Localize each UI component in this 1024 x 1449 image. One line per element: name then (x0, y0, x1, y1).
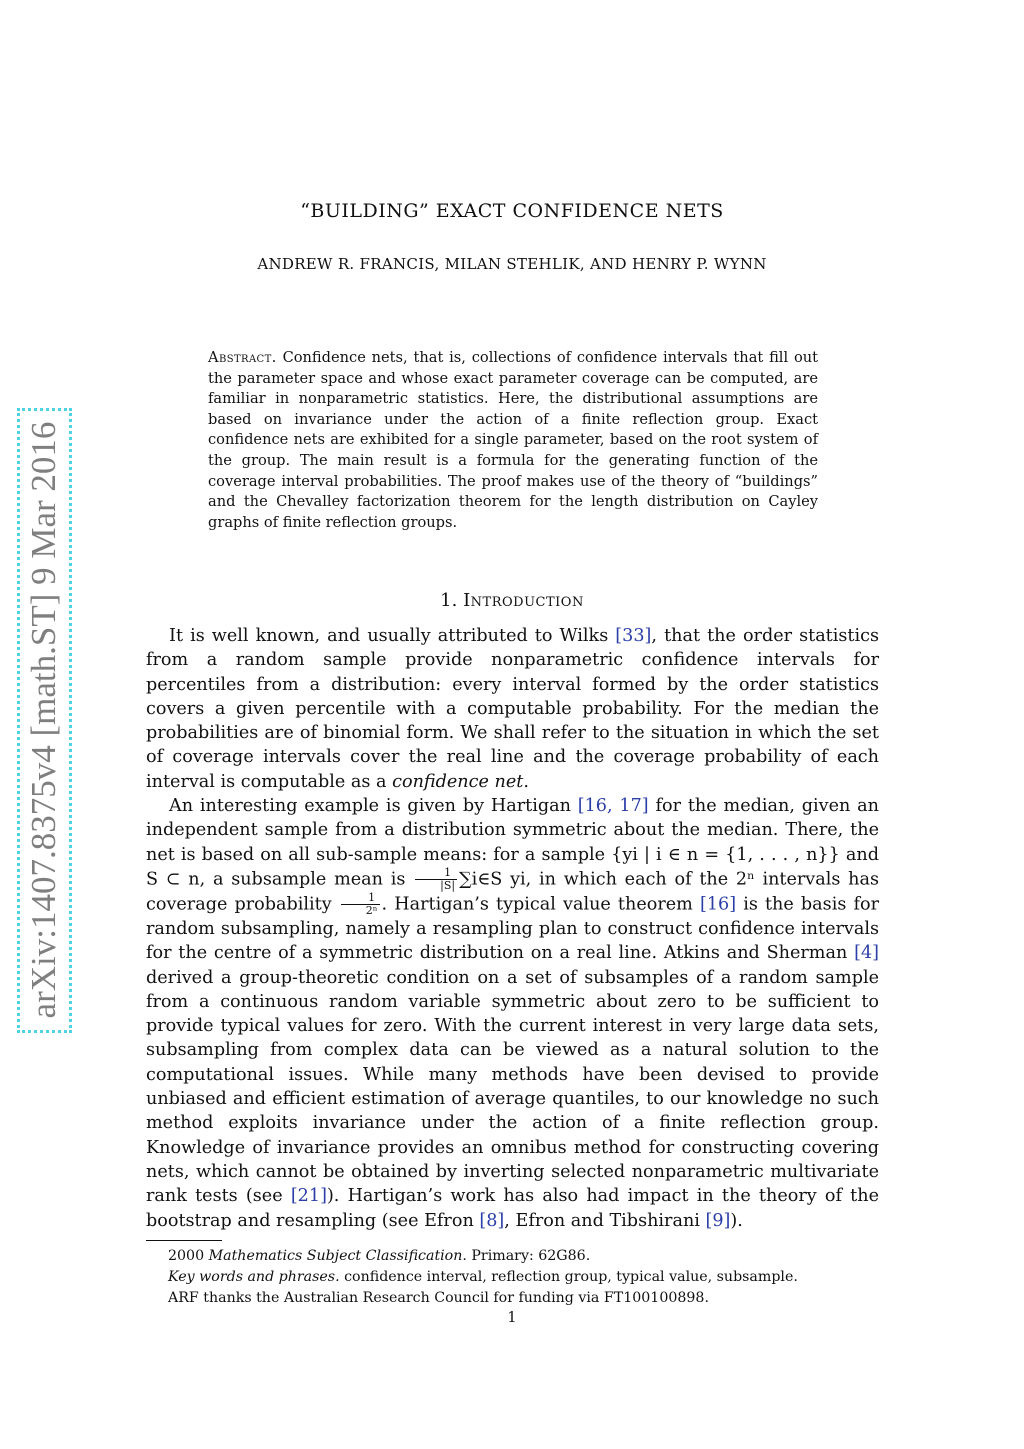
keywords-label: Key words and phrases. (168, 1269, 340, 1285)
msc-value: Primary: 62G86. (471, 1248, 591, 1264)
paper-authors: ANDREW R. FRANCIS, MILAN STEHLIK, AND HENRY P. WYNN (257, 255, 767, 273)
msc-label: Mathematics Subject Classification. (208, 1248, 467, 1264)
paragraph-2 (146, 794, 879, 1233)
p2-text-c: and S ⊂ n, a subsample mean is (146, 844, 879, 890)
citation-link[interactable]: [4] (854, 943, 879, 964)
p1-text-a: It is well known, and usually attributed to Wilks (169, 626, 616, 646)
term-confidence-net: confidence net (392, 771, 524, 792)
fraction-denominator: |S| (440, 878, 456, 892)
section-heading (0, 590, 1024, 611)
p2-text-f: is the basis for random subsampling, namely a resampling plan to construct confidence intervals for the centre of a symmetric distribution on a real line. Atkins and Sherman (146, 894, 879, 964)
citation-link[interactable]: [9] (705, 1210, 731, 1231)
p2-text-b: for the median, given an independent sample from a distribution symmetric about the median. There, the net is based on all sub-sample means: for a sample (146, 796, 879, 865)
math-fraction-prob (341, 892, 380, 917)
p2-text-g: derived a group-theoretic condition on a set of subsamples of a random sample from a continuous random variable symmetric about zero to be sufficient to provide typical values for zero. With the current interest in very large data sets, subsampling from complex data can be viewed as a natural solution to the computational issues. While many methods have been devised to provide unbiased and efficient estimation of average quantiles, to our knowledge no such method exploits invariance under the action of a finite reflection group. Knowledge of invariance provides an omnibus method for constructing covering nets, which cannot be obtained by inverting selected nonparametric multivariate rank tests (see (146, 967, 879, 1207)
p2-text-e: . Hartigan’s typical value theorem (381, 894, 700, 915)
abstract (208, 348, 818, 533)
p1-text-b: , that the order statistics from a random sample provide nonparametric confidence intervals for percentiles from a distribution: every interval formed by the order statistics covers a given percentile with a computable probability. For the median the probabilities are of binomial form. We shall refer to the situation in which the set of coverage intervals cover the real line and the coverage probability of each interval is computable as a (146, 626, 879, 792)
p2-text-i: , Efron and Tibshirani (504, 1210, 706, 1231)
p2-text-j: ). (730, 1210, 743, 1231)
p2-text-d: , in which each of the 2ⁿ intervals has coverage probability (146, 869, 879, 915)
citation-link[interactable]: [16, 17] (577, 796, 649, 817)
keywords-value: confidence interval, reflection group, typical value, subsample. (344, 1269, 798, 1285)
footnote-msc (168, 1247, 590, 1265)
paper-title: “BUILDING” EXACT CONFIDENCE NETS (300, 200, 724, 222)
abstract-text: Confidence nets, that is, collections of confidence intervals that fill out the parameter space and whose exact parameter coverage can be computed, are familiar in nonparametric statistics. Here, the distributional assumptions are based on invariance under the action of a finite reflection group. Exact confidence nets are exhibited for a single parameter, based on the root system of the group. The main result is a formula for the generating function of the coverage interval probabilities. The proof makes use of the theory of “buildings” and the Chevalley factorization theorem for the length distribution on Cayley graphs of finite reflection groups. (208, 349, 819, 531)
body-text (146, 624, 879, 1233)
p2-text-a: An interesting example is given by Hartigan (169, 796, 578, 817)
section-name: Introduction (463, 590, 584, 611)
msc-year: 2000 (168, 1248, 205, 1264)
p2-text-h: ). Hartigan’s work has also had impact in the theory of the bootstrap and resampling (see Efron (146, 1186, 879, 1231)
footnote-rule (146, 1240, 222, 1241)
paragraph-1 (146, 624, 879, 794)
citation-link[interactable]: [8] (479, 1210, 505, 1231)
citation-link[interactable]: [21] (290, 1186, 327, 1207)
math-fraction-mean (415, 867, 457, 892)
citation-link[interactable]: [16] (699, 894, 737, 915)
arxiv-stamp-text: arXiv:1407.8375v4 [math.ST] 9 Mar 2016 (24, 421, 63, 1019)
fraction-numerator: 1 (415, 867, 457, 880)
footnote-keywords (168, 1268, 798, 1286)
footnote-funding: ARF thanks the Australian Research Council for funding via FT100100898. (168, 1290, 709, 1306)
math-sum: ∑i∈S yi (459, 869, 526, 890)
fraction-numerator: 1 (341, 892, 380, 905)
citation-link[interactable]: [33] (615, 626, 652, 646)
math-sample-set: {yi | i ∈ n = {1, . . . , n}} (611, 844, 840, 865)
section-number: 1. (440, 590, 458, 611)
fraction-denominator: 2ⁿ (365, 903, 378, 917)
p1-text-c: . (523, 771, 529, 792)
abstract-label: Abstract. (208, 349, 277, 366)
page-number: 1 (507, 1310, 517, 1326)
